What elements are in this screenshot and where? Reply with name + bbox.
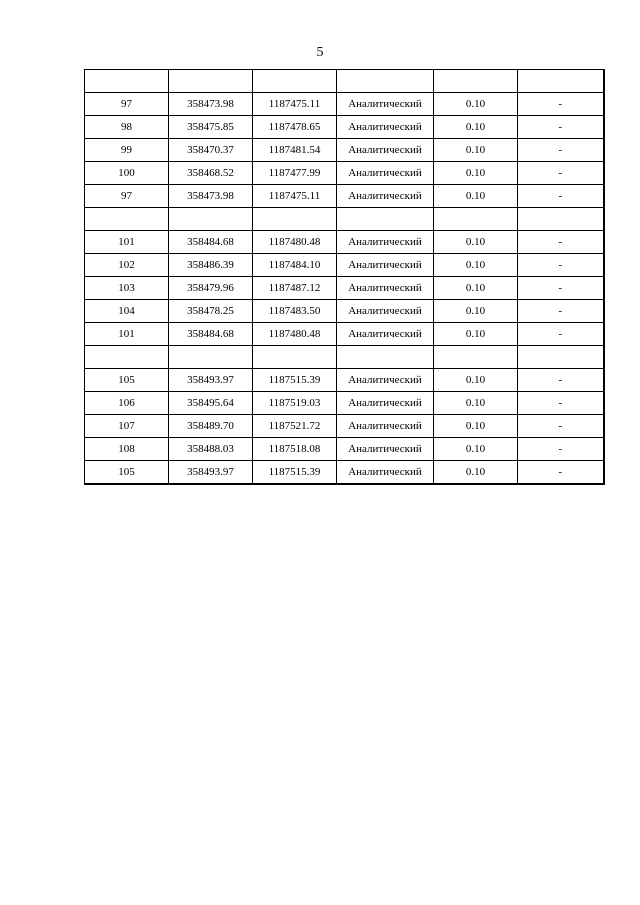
cell-note: - <box>518 139 604 162</box>
table-cell-empty <box>85 208 169 231</box>
cell-accuracy: 0.10 <box>434 300 518 323</box>
cell-note: - <box>518 93 604 116</box>
table-row <box>85 185 604 208</box>
table-row <box>85 277 604 300</box>
table-spacer-row <box>85 346 604 369</box>
cell-x-coordinate: 358484.68 <box>169 231 253 254</box>
table-row <box>85 438 604 461</box>
table-row <box>85 392 604 415</box>
cell-accuracy: 0.10 <box>434 231 518 254</box>
cell-y-coordinate: 1187515.39 <box>253 369 337 392</box>
cell-y-coordinate: 1187483.50 <box>253 300 337 323</box>
cell-point-number: 100 <box>85 162 169 185</box>
cell-note: - <box>518 185 604 208</box>
table-row <box>85 162 604 185</box>
cell-accuracy: 0.10 <box>434 139 518 162</box>
cell-x-coordinate: 358488.03 <box>169 438 253 461</box>
cell-note: - <box>518 162 604 185</box>
cell-method: Аналитический <box>337 300 434 323</box>
cell-accuracy: 0.10 <box>434 254 518 277</box>
cell-y-coordinate: 1187487.12 <box>253 277 337 300</box>
table-row <box>85 116 604 139</box>
cell-method: Аналитический <box>337 185 434 208</box>
cell-point-number: 101 <box>85 231 169 254</box>
cell-method: Аналитический <box>337 277 434 300</box>
cell-note: - <box>518 277 604 300</box>
cell-y-coordinate: 1187478.65 <box>253 116 337 139</box>
cell-method: Аналитический <box>337 392 434 415</box>
cell-x-coordinate: 358479.96 <box>169 277 253 300</box>
cell-accuracy: 0.10 <box>434 162 518 185</box>
table-cell-empty <box>85 346 169 369</box>
cell-accuracy: 0.10 <box>434 438 518 461</box>
cell-y-coordinate: 1187480.48 <box>253 323 337 346</box>
cell-point-number: 107 <box>85 415 169 438</box>
table-row <box>85 415 604 438</box>
cell-y-coordinate: 1187519.03 <box>253 392 337 415</box>
cell-method: Аналитический <box>337 438 434 461</box>
cell-accuracy: 0.10 <box>434 185 518 208</box>
cell-note: - <box>518 254 604 277</box>
cell-x-coordinate: 358489.70 <box>169 415 253 438</box>
cell-method: Аналитический <box>337 323 434 346</box>
table-cell-empty <box>518 70 604 93</box>
cell-y-coordinate: 1187475.11 <box>253 185 337 208</box>
table-cell-empty <box>337 70 434 93</box>
cell-point-number: 105 <box>85 369 169 392</box>
table-header-row-empty <box>85 70 604 93</box>
cell-y-coordinate: 1187481.54 <box>253 139 337 162</box>
cell-point-number: 97 <box>85 93 169 116</box>
cell-x-coordinate: 358470.37 <box>169 139 253 162</box>
cell-x-coordinate: 358473.98 <box>169 93 253 116</box>
table-cell-empty <box>253 70 337 93</box>
table-cell-empty <box>169 70 253 93</box>
table-row <box>85 93 604 116</box>
cell-note: - <box>518 392 604 415</box>
table-cell-empty <box>518 208 604 231</box>
cell-note: - <box>518 300 604 323</box>
table-cell-empty <box>253 346 337 369</box>
cell-point-number: 101 <box>85 323 169 346</box>
cell-point-number: 98 <box>85 116 169 139</box>
cell-point-number: 108 <box>85 438 169 461</box>
cell-x-coordinate: 358493.97 <box>169 461 253 485</box>
table-cell-empty <box>518 346 604 369</box>
coordinates-table-body <box>85 70 604 485</box>
cell-method: Аналитический <box>337 415 434 438</box>
cell-accuracy: 0.10 <box>434 116 518 139</box>
cell-x-coordinate: 358495.64 <box>169 392 253 415</box>
cell-x-coordinate: 358486.39 <box>169 254 253 277</box>
cell-y-coordinate: 1187518.08 <box>253 438 337 461</box>
cell-accuracy: 0.10 <box>434 461 518 485</box>
cell-method: Аналитический <box>337 461 434 485</box>
table-cell-empty <box>434 70 518 93</box>
cell-x-coordinate: 358478.25 <box>169 300 253 323</box>
table-cell-empty <box>253 208 337 231</box>
cell-x-coordinate: 358493.97 <box>169 369 253 392</box>
cell-note: - <box>518 415 604 438</box>
cell-y-coordinate: 1187521.72 <box>253 415 337 438</box>
cell-accuracy: 0.10 <box>434 415 518 438</box>
table-cell-empty <box>434 346 518 369</box>
table-cell-empty <box>337 208 434 231</box>
cell-point-number: 103 <box>85 277 169 300</box>
cell-note: - <box>518 116 604 139</box>
cell-method: Аналитический <box>337 254 434 277</box>
cell-point-number: 102 <box>85 254 169 277</box>
cell-accuracy: 0.10 <box>434 93 518 116</box>
cell-note: - <box>518 438 604 461</box>
cell-y-coordinate: 1187515.39 <box>253 461 337 485</box>
cell-method: Аналитический <box>337 231 434 254</box>
cell-method: Аналитический <box>337 93 434 116</box>
table-row <box>85 254 604 277</box>
table-row <box>85 300 604 323</box>
table-cell-empty <box>337 346 434 369</box>
coordinates-table <box>84 69 605 485</box>
table-spacer-row <box>85 208 604 231</box>
cell-accuracy: 0.10 <box>434 323 518 346</box>
table-row <box>85 139 604 162</box>
cell-point-number: 105 <box>85 461 169 485</box>
cell-note: - <box>518 461 604 485</box>
cell-point-number: 106 <box>85 392 169 415</box>
page-number: 5 <box>316 45 324 60</box>
cell-method: Аналитический <box>337 369 434 392</box>
cell-x-coordinate: 358475.85 <box>169 116 253 139</box>
table-cell-empty <box>169 208 253 231</box>
cell-point-number: 104 <box>85 300 169 323</box>
table-row <box>85 231 604 254</box>
cell-note: - <box>518 231 604 254</box>
cell-point-number: 97 <box>85 185 169 208</box>
cell-note: - <box>518 323 604 346</box>
table-row <box>85 461 604 485</box>
cell-x-coordinate: 358473.98 <box>169 185 253 208</box>
table-row <box>85 323 604 346</box>
table-cell-empty <box>85 70 169 93</box>
cell-x-coordinate: 358484.68 <box>169 323 253 346</box>
cell-y-coordinate: 1187475.11 <box>253 93 337 116</box>
table-cell-empty <box>169 346 253 369</box>
cell-y-coordinate: 1187484.10 <box>253 254 337 277</box>
cell-method: Аналитический <box>337 162 434 185</box>
cell-accuracy: 0.10 <box>434 369 518 392</box>
cell-accuracy: 0.10 <box>434 392 518 415</box>
table-row <box>85 369 604 392</box>
cell-note: - <box>518 369 604 392</box>
cell-y-coordinate: 1187477.99 <box>253 162 337 185</box>
cell-method: Аналитический <box>337 116 434 139</box>
cell-point-number: 99 <box>85 139 169 162</box>
cell-x-coordinate: 358468.52 <box>169 162 253 185</box>
cell-accuracy: 0.10 <box>434 277 518 300</box>
table-cell-empty <box>434 208 518 231</box>
cell-y-coordinate: 1187480.48 <box>253 231 337 254</box>
cell-method: Аналитический <box>337 139 434 162</box>
